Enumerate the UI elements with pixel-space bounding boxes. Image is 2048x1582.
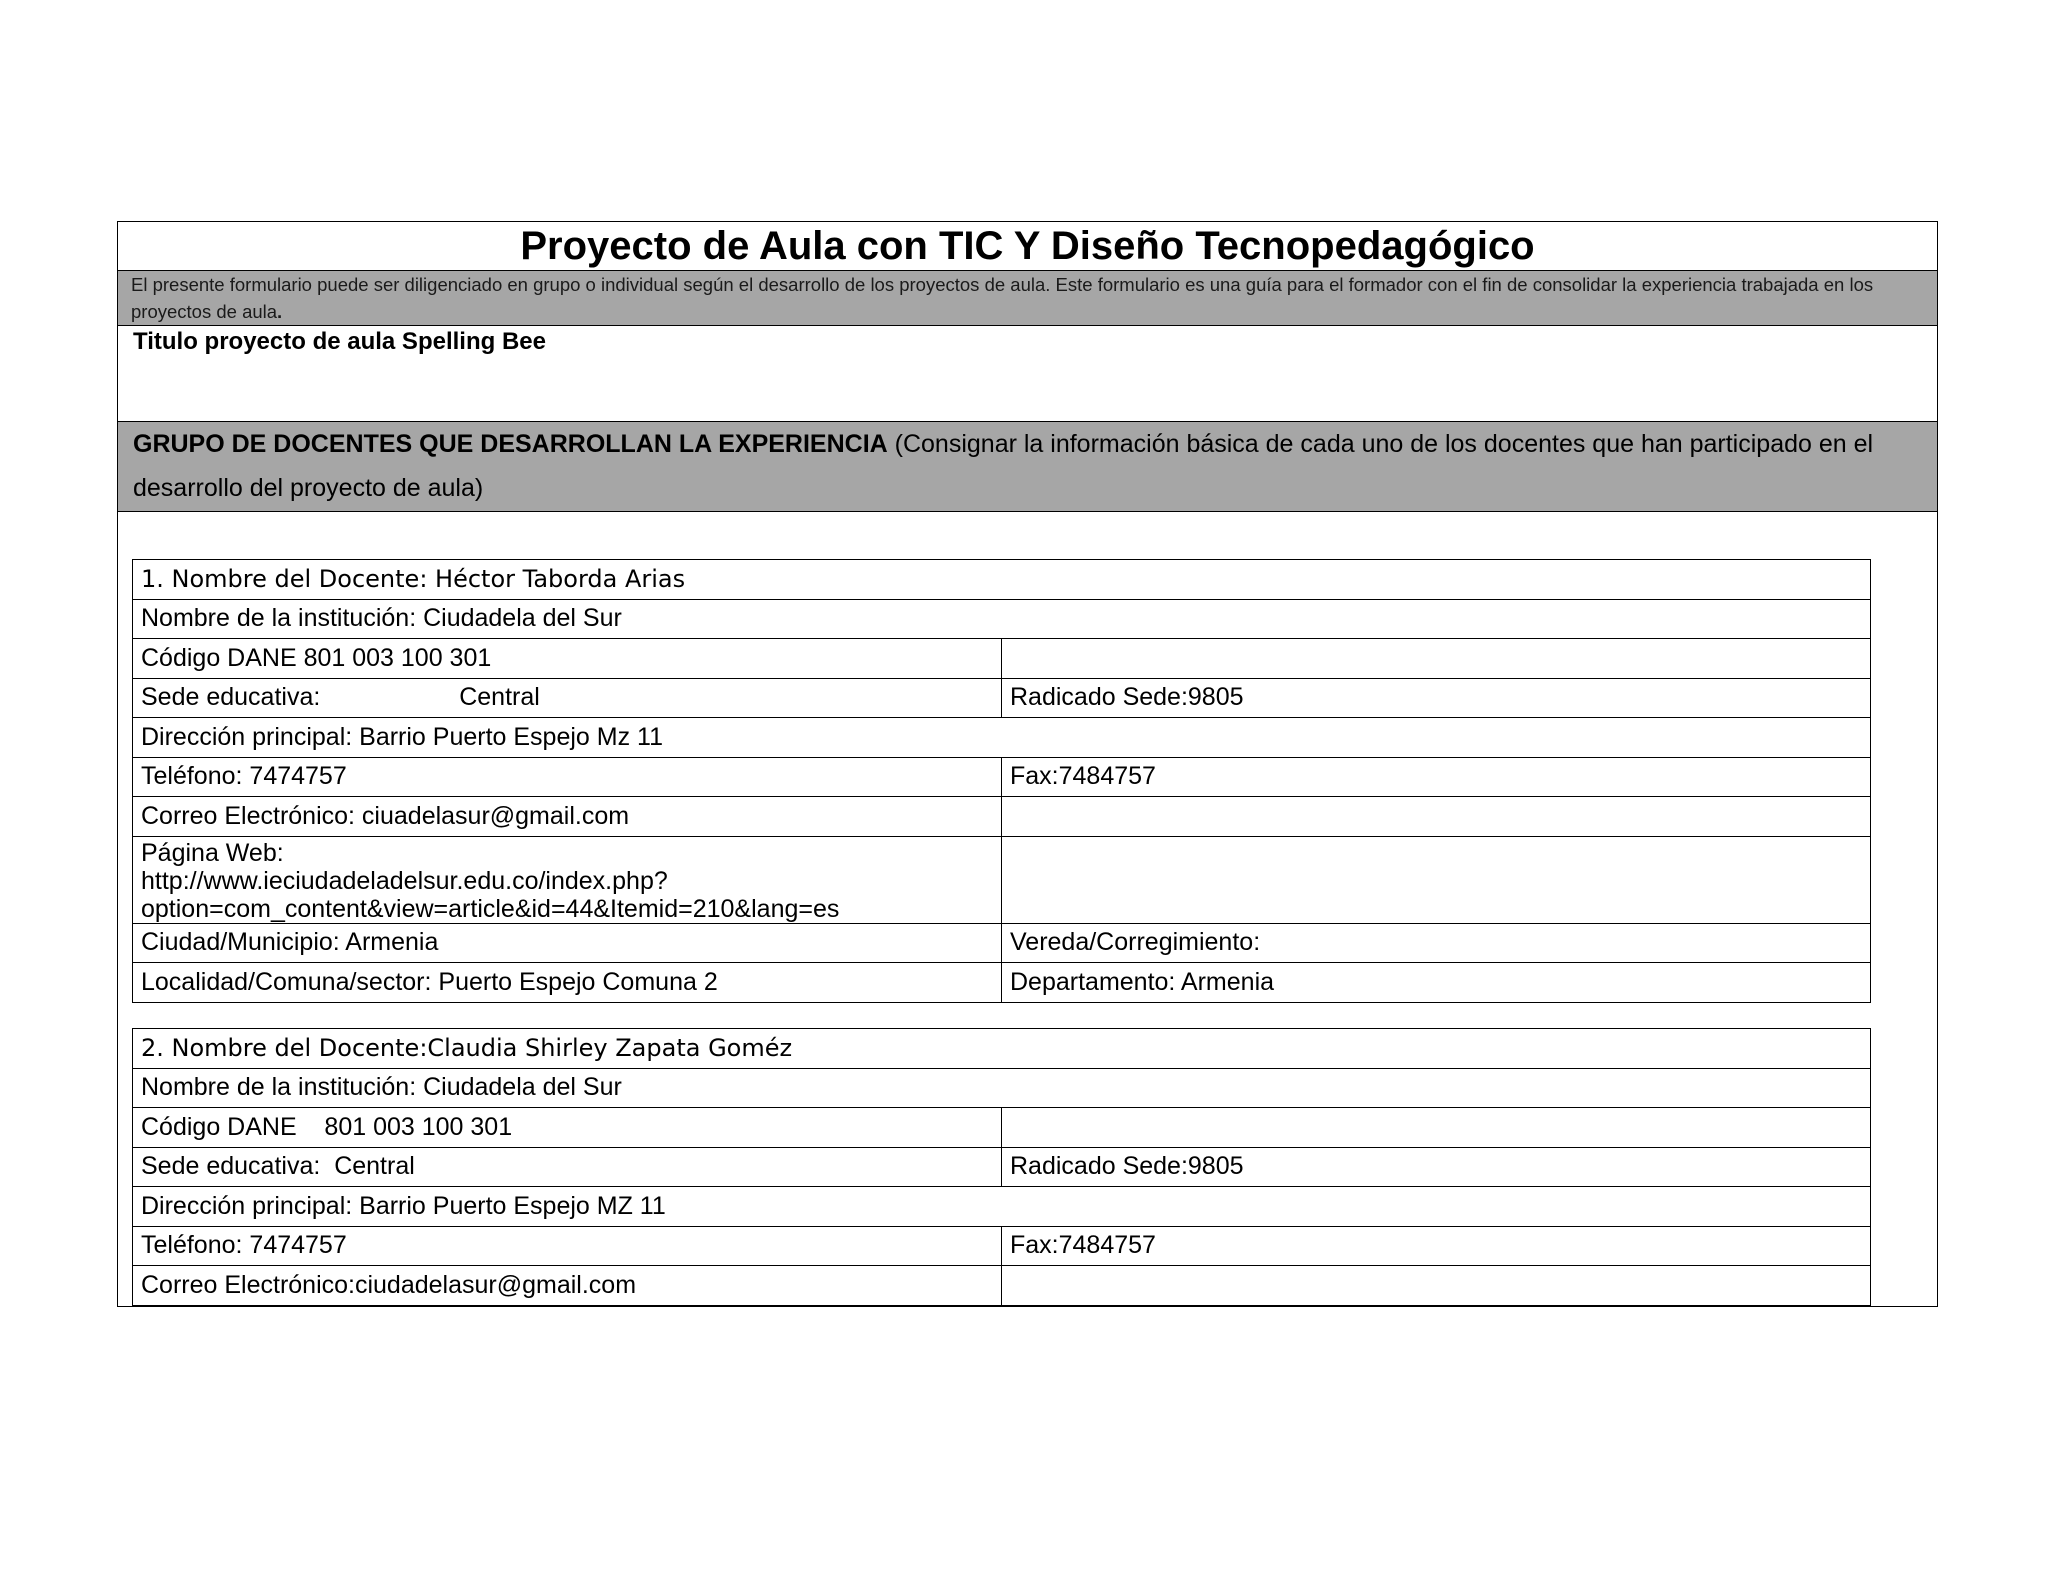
teacher-table-1 [132, 559, 1871, 1003]
localidad-comuna: Localidad/Comuna/sector: Puerto Espejo Comuna 2 [133, 963, 1002, 1003]
radicado-sede: Radicado Sede:9805 [1002, 1147, 1871, 1187]
radicado-sede: Radicado Sede:9805 [1002, 678, 1871, 718]
dane-code: Código DANE 801 003 100 301 [133, 639, 1002, 679]
correo-electronico: Correo Electrónico:ciudadelasur@gmail.com [133, 1266, 1002, 1306]
institution-name: Nombre de la institución: Ciudadela del Sur [133, 1068, 1871, 1108]
empty-cell [1002, 639, 1871, 679]
intro-instructions [118, 271, 1937, 326]
table-row [133, 1226, 1871, 1266]
sede-educativa: Sede educativa: Central [133, 1147, 1002, 1187]
empty-cell [1002, 1266, 1871, 1306]
pagina-web [133, 836, 1002, 923]
telefono: Teléfono: 7474757 [133, 757, 1002, 797]
table-row [133, 678, 1871, 718]
empty-cell [1002, 797, 1871, 837]
table-row [133, 923, 1871, 963]
table-row [133, 718, 1871, 758]
document-title: Proyecto de Aula con TIC Y Diseño Tecnopedagógico [118, 222, 1937, 271]
table-row [133, 1187, 1871, 1227]
pagina-web-label: Página Web: [141, 838, 284, 867]
table-row [133, 1147, 1871, 1187]
correo-electronico: Correo Electrónico: ciuadelasur@gmail.com [133, 797, 1002, 837]
table-row [133, 757, 1871, 797]
table-row [133, 1068, 1871, 1108]
direccion-principal: Dirección principal: Barrio Puerto Espejo Mz 11 [133, 718, 1871, 758]
project-title: Titulo proyecto de aula Spelling Bee [118, 326, 1937, 422]
fax: Fax:7484757 [1002, 1226, 1871, 1266]
table-row [133, 560, 1871, 600]
teacher-name: 1. Nombre del Docente: Héctor Taborda Arias [133, 560, 1871, 600]
teacher-table-2 [132, 1028, 1871, 1306]
teacher-name: 2. Nombre del Docente:Claudia Shirley Zapata Goméz [133, 1029, 1871, 1069]
form-frame [117, 221, 1938, 1307]
pagina-web-url[interactable]: http://www.ieciudadeladelsur.edu.co/index.php?option=com_content&view=article&id=44&Itemid=210&lang=es [141, 866, 840, 923]
empty-cell [1002, 836, 1871, 923]
ciudad-municipio: Ciudad/Municipio: Armenia [133, 923, 1002, 963]
departamento: Departamento: Armenia [1002, 963, 1871, 1003]
table-row [133, 797, 1871, 837]
table-row [133, 1266, 1871, 1306]
sede-educativa: Sede educativa: Central [133, 678, 1002, 718]
direccion-principal: Dirección principal: Barrio Puerto Espejo MZ 11 [133, 1187, 1871, 1227]
dane-code: Código DANE 801 003 100 301 [133, 1108, 1002, 1148]
group-note: (Consignar la información básica de cada uno de los docentes que han participado en el desarrollo del proyecto de aula) [133, 430, 1874, 502]
intro-period: . [277, 301, 283, 322]
group-heading: GRUPO DE DOCENTES QUE DESARROLLAN LA EXPERIENCIA [133, 430, 888, 458]
empty-cell [1002, 1108, 1871, 1148]
table-row [133, 639, 1871, 679]
group-heading-row [118, 422, 1937, 512]
table-row [133, 963, 1871, 1003]
table-row [133, 1108, 1871, 1148]
fax: Fax:7484757 [1002, 757, 1871, 797]
table-row [133, 599, 1871, 639]
table-row [133, 1029, 1871, 1069]
intro-text: El presente formulario puede ser diligenciado en grupo o individual según el desarrollo de los proyectos de aula. Este formulario es una guía para el formador con el fin de consolidar la experiencia trabajada en los proyectos de aula [131, 274, 1874, 322]
telefono: Teléfono: 7474757 [133, 1226, 1002, 1266]
institution-name: Nombre de la institución: Ciudadela del Sur [133, 599, 1871, 639]
vereda-corregimiento: Vereda/Corregimiento: [1002, 923, 1871, 963]
table-row [133, 836, 1871, 923]
